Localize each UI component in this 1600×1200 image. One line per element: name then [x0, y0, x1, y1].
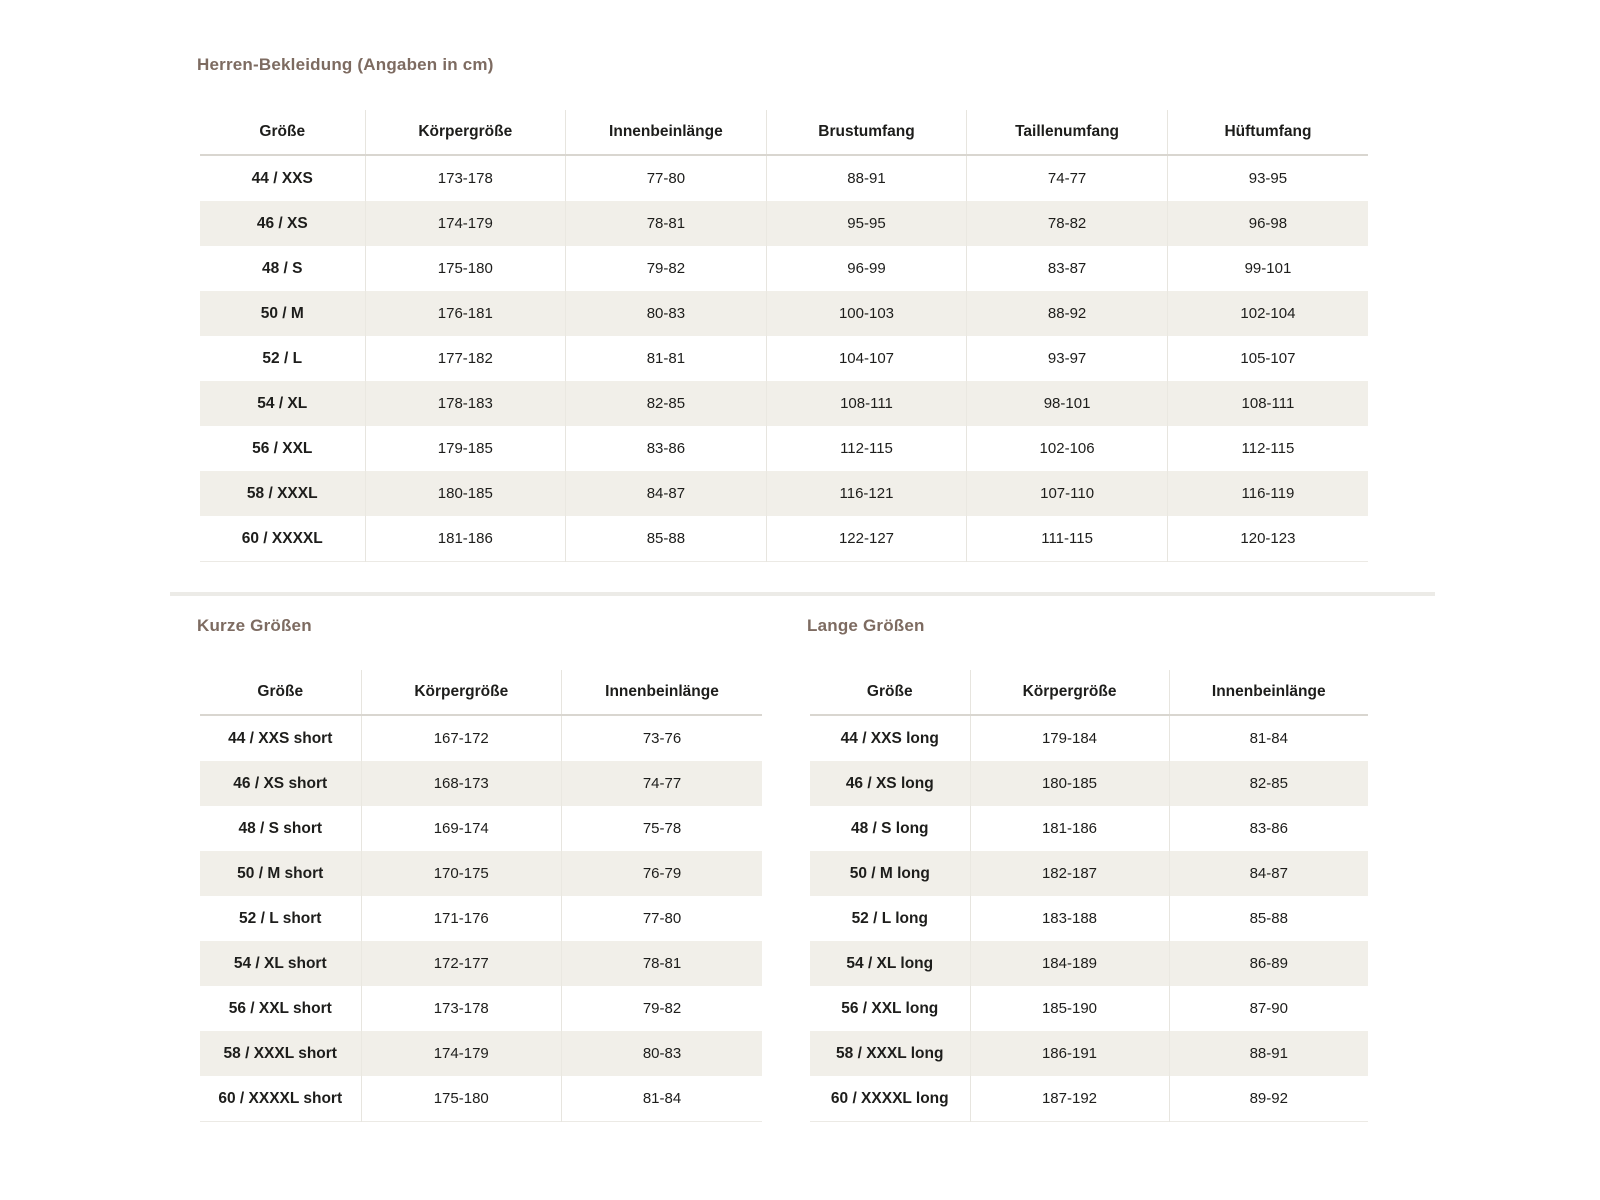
measurement-cell: 100-103	[766, 291, 967, 336]
size-label-cell: 50 / M long	[849, 864, 930, 882]
measurement-cell: 96-99	[766, 246, 967, 291]
table-row	[810, 941, 1368, 986]
size-label-cell: 52 / L long	[851, 909, 928, 927]
table-row	[200, 471, 1368, 516]
size-label-cell: 50 / M	[260, 304, 304, 322]
measurement-cell: 108-111	[766, 381, 967, 426]
measurement-cell: 84-87	[1169, 851, 1368, 896]
size-label-cell: 58 / XXXL	[246, 484, 318, 502]
measurement-cell: 89-92	[1169, 1076, 1368, 1122]
measurement-cell: 81-81	[566, 336, 767, 381]
size-label-cell: 46 / XS	[256, 214, 308, 232]
size-label-cell: 44 / XXS long	[840, 729, 939, 747]
measurement-cell: 182-187	[970, 851, 1169, 896]
measurement-cell: 78-82	[967, 201, 1168, 246]
column-header: Innenbeinlänge	[1169, 670, 1368, 715]
measurement-cell: 80-83	[566, 291, 767, 336]
measurement-cell: 93-97	[967, 336, 1168, 381]
measurement-cell: 111-115	[967, 516, 1168, 562]
size-label-cell: 58 / XXXL short	[223, 1044, 337, 1062]
measurement-cell: 180-185	[970, 761, 1169, 806]
measurement-cell: 75-78	[562, 806, 763, 851]
measurement-cell: 185-190	[970, 986, 1169, 1031]
measurement-cell: 81-84	[1169, 715, 1368, 761]
measurement-cell: 74-77	[562, 761, 763, 806]
measurement-cell: 170-175	[361, 851, 562, 896]
column-header: Größe	[200, 670, 361, 715]
table-row	[200, 941, 762, 986]
measurement-cell: 83-87	[967, 246, 1168, 291]
measurement-cell: 180-185	[365, 471, 566, 516]
measurement-cell: 79-82	[562, 986, 763, 1031]
table-row	[200, 761, 762, 806]
size-label-cell: 48 / S	[262, 259, 303, 277]
measurement-cell: 179-184	[970, 715, 1169, 761]
size-label-cell: 50 / M short	[237, 864, 324, 882]
size-label-cell: 54 / XL long	[846, 954, 934, 972]
measurement-cell: 81-84	[562, 1076, 763, 1122]
size-label-cell: 56 / XXL short	[228, 999, 332, 1017]
measurement-cell: 108-111	[1167, 381, 1368, 426]
measurement-cell: 175-180	[365, 246, 566, 291]
measurement-cell: 98-101	[967, 381, 1168, 426]
table-row	[810, 986, 1368, 1031]
measurement-cell: 112-115	[766, 426, 967, 471]
column-header: Brustumfang	[766, 110, 967, 155]
header-row	[200, 670, 762, 715]
size-table	[200, 110, 1368, 562]
table-row	[200, 291, 1368, 336]
measurement-cell: 181-186	[970, 806, 1169, 851]
table-row	[200, 381, 1368, 426]
measurement-cell: 99-101	[1167, 246, 1368, 291]
table-row	[810, 1076, 1368, 1122]
table-row	[810, 761, 1368, 806]
column-header: Körpergröße	[361, 670, 562, 715]
measurement-cell: 104-107	[766, 336, 967, 381]
measurement-cell: 88-91	[1169, 1031, 1368, 1076]
measurement-cell: 78-81	[562, 941, 763, 986]
size-label-cell: 44 / XXS	[251, 169, 313, 187]
measurement-cell: 173-178	[361, 986, 562, 1031]
size-label-cell: 56 / XXL	[252, 439, 313, 457]
measurement-cell: 177-182	[365, 336, 566, 381]
table-row	[200, 715, 762, 761]
size-label-cell: 60 / XXXXL short	[218, 1089, 343, 1107]
measurement-cell: 73-76	[562, 715, 763, 761]
measurement-cell: 93-95	[1167, 155, 1368, 201]
size-label-cell: 60 / XXXXL long	[830, 1089, 949, 1107]
table-row	[200, 986, 762, 1031]
measurement-cell: 84-87	[566, 471, 767, 516]
measurement-cell: 172-177	[361, 941, 562, 986]
long-sizes-title: Lange Größen	[807, 616, 925, 635]
size-label-cell: 54 / XL	[257, 394, 308, 412]
table-row	[200, 896, 762, 941]
table-row	[200, 336, 1368, 381]
short-sizes-title: Kurze Größen	[197, 616, 312, 635]
size-label-cell: 54 / XL short	[233, 954, 327, 972]
measurement-cell: 184-189	[970, 941, 1169, 986]
measurement-cell: 116-121	[766, 471, 967, 516]
measurement-cell: 88-91	[766, 155, 967, 201]
measurement-cell: 174-179	[361, 1031, 562, 1076]
table-row	[200, 806, 762, 851]
measurement-cell: 78-81	[566, 201, 767, 246]
column-header: Größe	[200, 110, 365, 155]
measurement-cell: 107-110	[967, 471, 1168, 516]
measurement-cell: 105-107	[1167, 336, 1368, 381]
table-row	[200, 1076, 762, 1122]
measurement-cell: 168-173	[361, 761, 562, 806]
measurement-cell: 77-80	[562, 896, 763, 941]
measurement-cell: 120-123	[1167, 516, 1368, 562]
measurement-cell: 102-106	[967, 426, 1168, 471]
measurement-cell: 79-82	[566, 246, 767, 291]
section-divider	[170, 592, 1435, 596]
header-row	[810, 670, 1368, 715]
measurement-cell: 82-85	[1169, 761, 1368, 806]
size-label-cell: 44 / XXS short	[228, 729, 333, 747]
column-header: Innenbeinlänge	[562, 670, 763, 715]
table-row	[810, 896, 1368, 941]
measurement-cell: 169-174	[361, 806, 562, 851]
column-header: Taillenumfang	[967, 110, 1168, 155]
measurement-cell: 178-183	[365, 381, 566, 426]
measurement-cell: 74-77	[967, 155, 1168, 201]
measurement-cell: 83-86	[566, 426, 767, 471]
column-header: Hüftumfang	[1167, 110, 1368, 155]
table-row	[810, 806, 1368, 851]
size-label-cell: 46 / XS short	[233, 774, 328, 792]
table-row	[200, 426, 1368, 471]
column-header: Größe	[810, 670, 970, 715]
measurement-cell: 86-89	[1169, 941, 1368, 986]
measurement-cell: 102-104	[1167, 291, 1368, 336]
measurement-cell: 95-95	[766, 201, 967, 246]
measurement-cell: 175-180	[361, 1076, 562, 1122]
measurement-cell: 85-88	[566, 516, 767, 562]
size-label-cell: 52 / L short	[239, 909, 322, 927]
measurement-cell: 116-119	[1167, 471, 1368, 516]
measurement-cell: 181-186	[365, 516, 566, 562]
measurement-cell: 187-192	[970, 1076, 1169, 1122]
table-row	[810, 1031, 1368, 1076]
mens-clothing-size-table	[200, 110, 1368, 562]
measurement-cell: 173-178	[365, 155, 566, 201]
table-row	[200, 851, 762, 896]
table-row	[200, 155, 1368, 201]
size-label-cell: 52 / L	[262, 349, 303, 367]
measurement-cell: 174-179	[365, 201, 566, 246]
measurement-cell: 112-115	[1167, 426, 1368, 471]
measurement-cell: 77-80	[566, 155, 767, 201]
column-header: Körpergröße	[365, 110, 566, 155]
size-label-cell: 46 / XS long	[845, 774, 934, 792]
size-label-cell: 48 / S short	[238, 819, 323, 837]
measurement-cell: 176-181	[365, 291, 566, 336]
table-row	[810, 715, 1368, 761]
size-label-cell: 48 / S long	[850, 819, 929, 837]
table-row	[200, 516, 1368, 562]
table-row	[200, 201, 1368, 246]
measurement-cell: 76-79	[562, 851, 763, 896]
measurement-cell: 167-172	[361, 715, 562, 761]
measurement-cell: 87-90	[1169, 986, 1368, 1031]
measurement-cell: 186-191	[970, 1031, 1169, 1076]
size-table	[200, 670, 762, 1122]
measurement-cell: 96-98	[1167, 201, 1368, 246]
column-header: Körpergröße	[970, 670, 1169, 715]
long-sizes-table	[810, 670, 1368, 1122]
column-header: Innenbeinlänge	[566, 110, 767, 155]
header-row	[200, 110, 1368, 155]
size-label-cell: 58 / XXXL long	[836, 1044, 944, 1062]
size-table	[810, 670, 1368, 1122]
measurement-cell: 80-83	[562, 1031, 763, 1076]
measurement-cell: 83-86	[1169, 806, 1368, 851]
table-row	[810, 851, 1368, 896]
table-row	[200, 1031, 762, 1076]
size-label-cell: 56 / XXL long	[841, 999, 939, 1017]
measurement-cell: 85-88	[1169, 896, 1368, 941]
measurement-cell: 122-127	[766, 516, 967, 562]
size-label-cell: 60 / XXXXL	[241, 529, 323, 547]
measurement-cell: 183-188	[970, 896, 1169, 941]
measurement-cell: 171-176	[361, 896, 562, 941]
measurement-cell: 82-85	[566, 381, 767, 426]
short-sizes-table	[200, 670, 762, 1122]
measurement-cell: 88-92	[967, 291, 1168, 336]
table-row	[200, 246, 1368, 291]
page-title: Herren-Bekleidung (Angaben in cm)	[197, 55, 494, 74]
measurement-cell: 179-185	[365, 426, 566, 471]
